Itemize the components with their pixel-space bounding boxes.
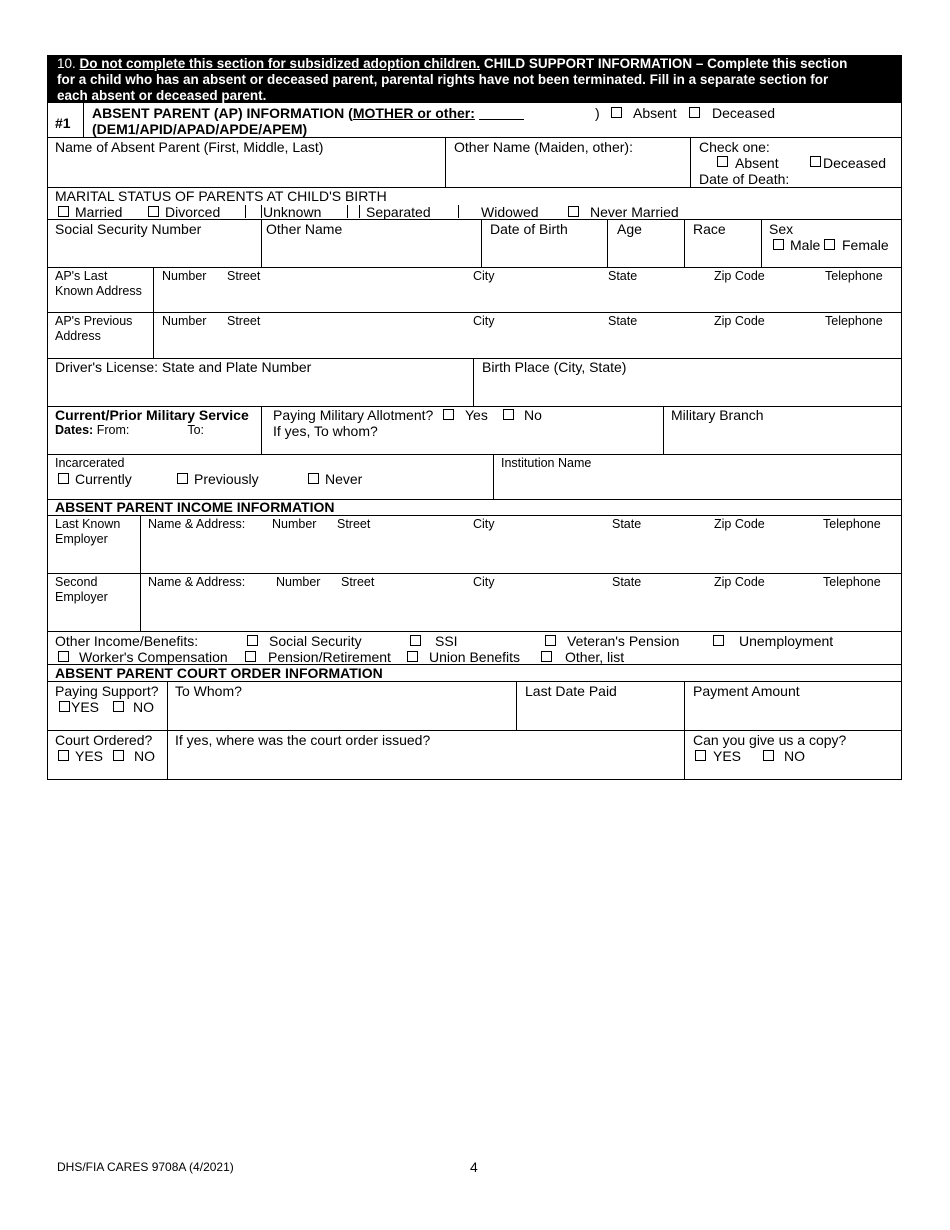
second-employer-label-2: Employer — [55, 590, 108, 604]
widowed-checkbox[interactable] — [458, 205, 459, 218]
ssn-other-name-label: Other Name — [266, 221, 343, 237]
never-married-label: Never Married — [590, 204, 679, 220]
military-service-title: Current/Prior Military Service — [55, 407, 249, 423]
paying-support-label: Paying Support? — [55, 683, 159, 699]
divider — [663, 406, 664, 454]
social-security-label: Social Security — [269, 633, 362, 649]
court-ordered-label: Court Ordered? — [55, 732, 153, 748]
separated-checkbox[interactable] — [359, 205, 360, 218]
never-married-checkbox[interactable] — [568, 206, 579, 217]
divider — [481, 219, 482, 267]
divider — [690, 137, 691, 187]
employer1-city-label: City — [473, 517, 495, 531]
female-label: Female — [842, 237, 889, 253]
court-ordered-yes-checkbox[interactable] — [58, 750, 69, 761]
ap-deceased-label: Deceased — [712, 105, 776, 121]
pension-checkbox[interactable] — [245, 651, 256, 662]
ap-absent-checkbox[interactable] — [611, 107, 622, 118]
employer1-zip-label: Zip Code — [714, 517, 765, 531]
drivers-license-label: Driver's License: State and Plate Number — [55, 359, 312, 375]
court-order-where-label: If yes, where was the court order issued? — [175, 732, 431, 748]
ap-codes: (DEM1/APID/APAD/APDE/APEM) — [92, 121, 308, 137]
name-deceased-checkbox[interactable] — [810, 156, 821, 167]
copy-label: Can you give us a copy? — [693, 732, 847, 748]
prev-address-number-label: Number — [162, 314, 207, 328]
income-section-title: ABSENT PARENT INCOME INFORMATION — [55, 499, 335, 515]
military-dates: Dates: From: To: — [55, 423, 205, 437]
other-list-checkbox[interactable] — [541, 651, 552, 662]
previously-checkbox[interactable] — [177, 473, 188, 484]
employer2-telephone-label: Telephone — [823, 575, 881, 589]
page-number: 4 — [470, 1159, 478, 1175]
marital-status-title: MARITAL STATUS OF PARENTS AT CHILD'S BIRTH — [55, 188, 387, 204]
veterans-pension-label: Veteran's Pension — [567, 633, 680, 649]
row-line — [47, 515, 902, 516]
never-checkbox[interactable] — [308, 473, 319, 484]
section-header — [47, 55, 902, 103]
separated-label: Separated — [366, 204, 431, 220]
date-of-death-label: Date of Death: — [699, 171, 790, 187]
last-known-employer-label-1: Last Known — [55, 517, 121, 531]
ap-number: #1 — [55, 115, 71, 131]
other-name-maiden-label: Other Name (Maiden, other): — [454, 139, 633, 155]
married-label: Married — [75, 204, 123, 220]
veterans-pension-checkbox[interactable] — [545, 635, 556, 646]
last-address-city-label: City — [473, 269, 495, 283]
prev-address-telephone-label: Telephone — [825, 314, 883, 328]
form-left-border — [47, 103, 48, 779]
unemployment-label: Unemployment — [739, 633, 834, 649]
section-number: 10. — [57, 56, 76, 71]
pension-label: Pension/Retirement — [268, 649, 391, 665]
last-address-number-label: Number — [162, 269, 207, 283]
copy-yes-label: YES — [713, 748, 742, 764]
married-checkbox[interactable] — [58, 206, 69, 217]
divider — [493, 454, 494, 499]
unemployment-checkbox[interactable] — [713, 635, 724, 646]
divorced-label: Divorced — [165, 204, 221, 220]
row-line — [47, 573, 902, 574]
ap-last-label: AP's Last — [55, 269, 108, 283]
row-line — [47, 219, 902, 220]
ap-known-address-label: Known Address — [55, 284, 142, 298]
prev-address-state-label: State — [608, 314, 638, 328]
divider — [684, 219, 685, 267]
court-ordered-yes-label: YES — [75, 748, 104, 764]
dob-label: Date of Birth — [490, 221, 568, 237]
workers-comp-checkbox[interactable] — [58, 651, 69, 662]
allotment-to-whom-label: If yes, To whom? — [273, 423, 378, 439]
copy-no-label: NO — [784, 748, 805, 764]
sex-label: Sex — [769, 221, 794, 237]
second-employer-label-1: Second — [55, 575, 98, 589]
row-line — [47, 454, 902, 455]
male-label: Male — [790, 237, 821, 253]
divider — [607, 219, 608, 267]
race-label: Race — [693, 221, 726, 237]
union-benefits-checkbox[interactable] — [407, 651, 418, 662]
header-line-3: each absent or deceased parent. — [57, 88, 267, 103]
form-right-border — [901, 103, 902, 779]
allotment-yes-label: Yes — [465, 407, 488, 423]
divider — [761, 219, 762, 267]
last-known-employer-label-2: Employer — [55, 532, 108, 546]
military-branch-label: Military Branch — [671, 407, 764, 423]
court-ordered-no-label: NO — [134, 748, 155, 764]
absent-parent-name-label: Name of Absent Parent (First, Middle, Last) — [55, 139, 324, 155]
employer1-telephone-label: Telephone — [823, 517, 881, 531]
last-date-paid-label: Last Date Paid — [525, 683, 617, 699]
employer1-number-label: Number — [272, 517, 317, 531]
last-address-state-label: State — [608, 269, 638, 283]
paying-support-yes-label: YES — [71, 699, 100, 715]
court-ordered-no-checkbox[interactable] — [113, 750, 124, 761]
row-line — [47, 267, 902, 268]
mother-other-blank[interactable] — [479, 119, 524, 120]
union-benefits-label: Union Benefits — [429, 649, 521, 665]
unknown-checkbox[interactable] — [261, 205, 262, 218]
row-line — [47, 681, 902, 682]
widowed-label: Widowed — [481, 204, 539, 220]
age-label: Age — [617, 221, 642, 237]
employer2-street-label: Street — [341, 575, 375, 589]
court-section-title: ABSENT PARENT COURT ORDER INFORMATION — [55, 665, 383, 681]
other-income-title: Other Income/Benefits: — [55, 633, 199, 649]
separator — [245, 205, 246, 218]
row-line — [47, 631, 902, 632]
name-deceased-label: Deceased — [823, 155, 887, 171]
separator — [347, 205, 348, 218]
divider — [473, 358, 474, 406]
ap-deceased-checkbox[interactable] — [689, 107, 700, 118]
header-instruction-rest: CHILD SUPPORT INFORMATION – Complete this section — [480, 56, 848, 71]
previously-label: Previously — [194, 471, 259, 487]
social-security-checkbox[interactable] — [247, 635, 258, 646]
male-checkbox[interactable] — [773, 239, 784, 250]
employer2-name-address-label: Name & Address: — [148, 575, 246, 589]
last-address-zip-label: Zip Code — [714, 269, 765, 283]
prev-address-street-label: Street — [227, 314, 261, 328]
ap-info-title: ABSENT PARENT (AP) INFORMATION (MOTHER or other: — [92, 105, 475, 121]
prev-address-city-label: City — [473, 314, 495, 328]
divider — [445, 137, 446, 187]
female-checkbox[interactable] — [824, 239, 835, 250]
other-list-label: Other, list — [565, 649, 625, 665]
employer2-city-label: City — [473, 575, 495, 589]
to-whom-label: To Whom? — [175, 683, 242, 699]
row-line — [47, 779, 902, 780]
row-line — [47, 137, 902, 138]
divider — [516, 681, 517, 730]
birth-place-label: Birth Place (City, State) — [482, 359, 627, 375]
divorced-checkbox[interactable] — [148, 206, 159, 217]
never-label: Never — [325, 471, 363, 487]
copy-no-checkbox[interactable] — [763, 750, 774, 761]
military-allotment-label: Paying Military Allotment? — [273, 407, 434, 423]
unknown-label: Unknown — [263, 204, 322, 220]
ap-absent-label: Absent — [633, 105, 677, 121]
divider — [261, 219, 262, 267]
name-absent-checkbox[interactable] — [717, 156, 728, 167]
name-absent-label: Absent — [735, 155, 779, 171]
paying-support-no-label: NO — [133, 699, 154, 715]
currently-checkbox[interactable] — [58, 473, 69, 484]
ap-previous-address-label: Address — [55, 329, 101, 343]
header-line-2: for a child who has an absent or deceased parent, parental rights have not been terminated. Fill in a separate section for — [57, 72, 829, 87]
allotment-no-checkbox[interactable] — [503, 409, 514, 420]
employer2-number-label: Number — [276, 575, 321, 589]
employer1-name-address-label: Name & Address: — [148, 517, 246, 531]
last-address-telephone-label: Telephone — [825, 269, 883, 283]
check-one-label: Check one: — [699, 139, 770, 155]
currently-label: Currently — [75, 471, 132, 487]
paying-support-no-checkbox[interactable] — [113, 701, 124, 712]
employer1-state-label: State — [612, 517, 642, 531]
ap-paren: ) — [595, 105, 600, 121]
allotment-no-label: No — [524, 407, 542, 423]
row-line — [47, 730, 902, 731]
incarcerated-title: Incarcerated — [55, 456, 125, 470]
workers-comp-label: Worker's Compensation — [79, 649, 228, 665]
divider — [261, 406, 262, 454]
institution-name-label: Institution Name — [501, 456, 592, 470]
ssn-label: Social Security Number — [55, 221, 202, 237]
payment-amount-label: Payment Amount — [693, 683, 800, 699]
divider — [83, 103, 84, 137]
last-address-street-label: Street — [227, 269, 261, 283]
prev-address-zip-label: Zip Code — [714, 314, 765, 328]
employer2-state-label: State — [612, 575, 642, 589]
employer1-street-label: Street — [337, 517, 371, 531]
ssi-checkbox[interactable] — [410, 635, 421, 646]
allotment-yes-checkbox[interactable] — [443, 409, 454, 420]
employer2-zip-label: Zip Code — [714, 575, 765, 589]
header-instruction-underlined: Do not complete this section for subsidized adoption children. — [79, 56, 481, 71]
row-line — [47, 312, 902, 313]
paying-support-yes-checkbox[interactable] — [59, 701, 70, 712]
copy-yes-checkbox[interactable] — [695, 750, 706, 761]
form-id: DHS/FIA CARES 9708A (4/2021) — [57, 1160, 234, 1174]
ap-previous-label: AP's Previous — [55, 314, 133, 328]
ssi-label: SSI — [435, 633, 458, 649]
